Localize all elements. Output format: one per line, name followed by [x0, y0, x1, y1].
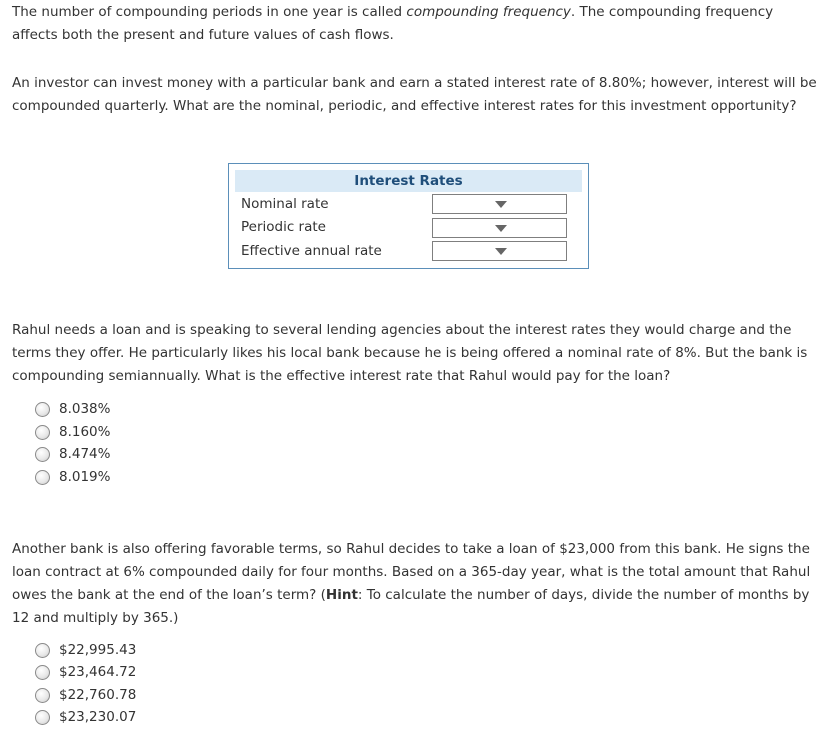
hint-label: Hint: [325, 587, 358, 603]
periodic-rate-dropdown[interactable]: [432, 218, 567, 238]
q2-option-3-label: 8.474%: [59, 446, 111, 462]
dropdown-arrow-icon: [495, 201, 507, 208]
radio-button[interactable]: [35, 470, 50, 485]
periodic-rate-label: Periodic rate: [241, 219, 326, 235]
intro-paragraph: [12, 1, 820, 47]
q3-option-1-label: $22,995.43: [59, 642, 137, 658]
q3-text-before-hint: Another bank is also offering favorable terms, so Rahul decides to take a loan of $23,000 from this bank. He signs the loan contract at 6% compounded daily for four months. Based on a 365-day year, what is the total amount that Rahul owes the bank at the end of the loan’s term? (: [12, 541, 811, 603]
q3-option-4-label: $23,230.07: [59, 709, 137, 725]
question-2-text: Rahul needs a loan and is speaking to several lending agencies about the interest rates they would charge and the terms they offer. He particularly likes his local bank because he is being offered a nominal rate of 8%. But the bank is compounding semiannually. What is the effective interest rate that Rahul would pay for the loan?: [12, 322, 808, 384]
radio-button[interactable]: [35, 710, 50, 725]
radio-button[interactable]: [35, 665, 50, 680]
q2-option-4-label: 8.019%: [59, 469, 111, 485]
question-3-text: [12, 538, 820, 630]
q3-option-3-label: $22,760.78: [59, 687, 137, 703]
q2-option-2-label: 8.160%: [59, 424, 111, 440]
question-1-text: An investor can invest money with a particular bank and earn a stated interest rate of 8.80%; however, interest will be compounded quarterly. What are the nominal, periodic, and effective interest rates for this investment opportunity?: [12, 75, 817, 114]
q3-option-2-label: $23,464.72: [59, 664, 137, 680]
dropdown-arrow-icon: [495, 248, 507, 255]
radio-button[interactable]: [35, 425, 50, 440]
q2-option-1-label: 8.038%: [59, 401, 111, 417]
intro-text-1: The number of compounding periods in one year is called: [12, 4, 407, 20]
effective-annual-rate-dropdown[interactable]: [432, 241, 567, 261]
radio-button[interactable]: [35, 688, 50, 703]
effective-annual-rate-label: Effective annual rate: [241, 243, 382, 259]
intro-term: compounding frequency: [406, 4, 571, 20]
interest-rates-table: [228, 163, 589, 269]
q3-hint-text: : To calculate the number of days, divide the number of months by 12 and multiply by 365.): [12, 587, 810, 626]
interest-rates-title: Interest Rates: [235, 170, 582, 192]
radio-button[interactable]: [35, 447, 50, 462]
nominal-rate-dropdown[interactable]: [432, 194, 567, 214]
dropdown-arrow-icon: [495, 225, 507, 232]
intro-text-2: . The compounding frequency affects both the present and future values of cash flows.: [12, 4, 774, 43]
radio-button[interactable]: [35, 643, 50, 658]
nominal-rate-label: Nominal rate: [241, 196, 329, 212]
radio-button[interactable]: [35, 402, 50, 417]
